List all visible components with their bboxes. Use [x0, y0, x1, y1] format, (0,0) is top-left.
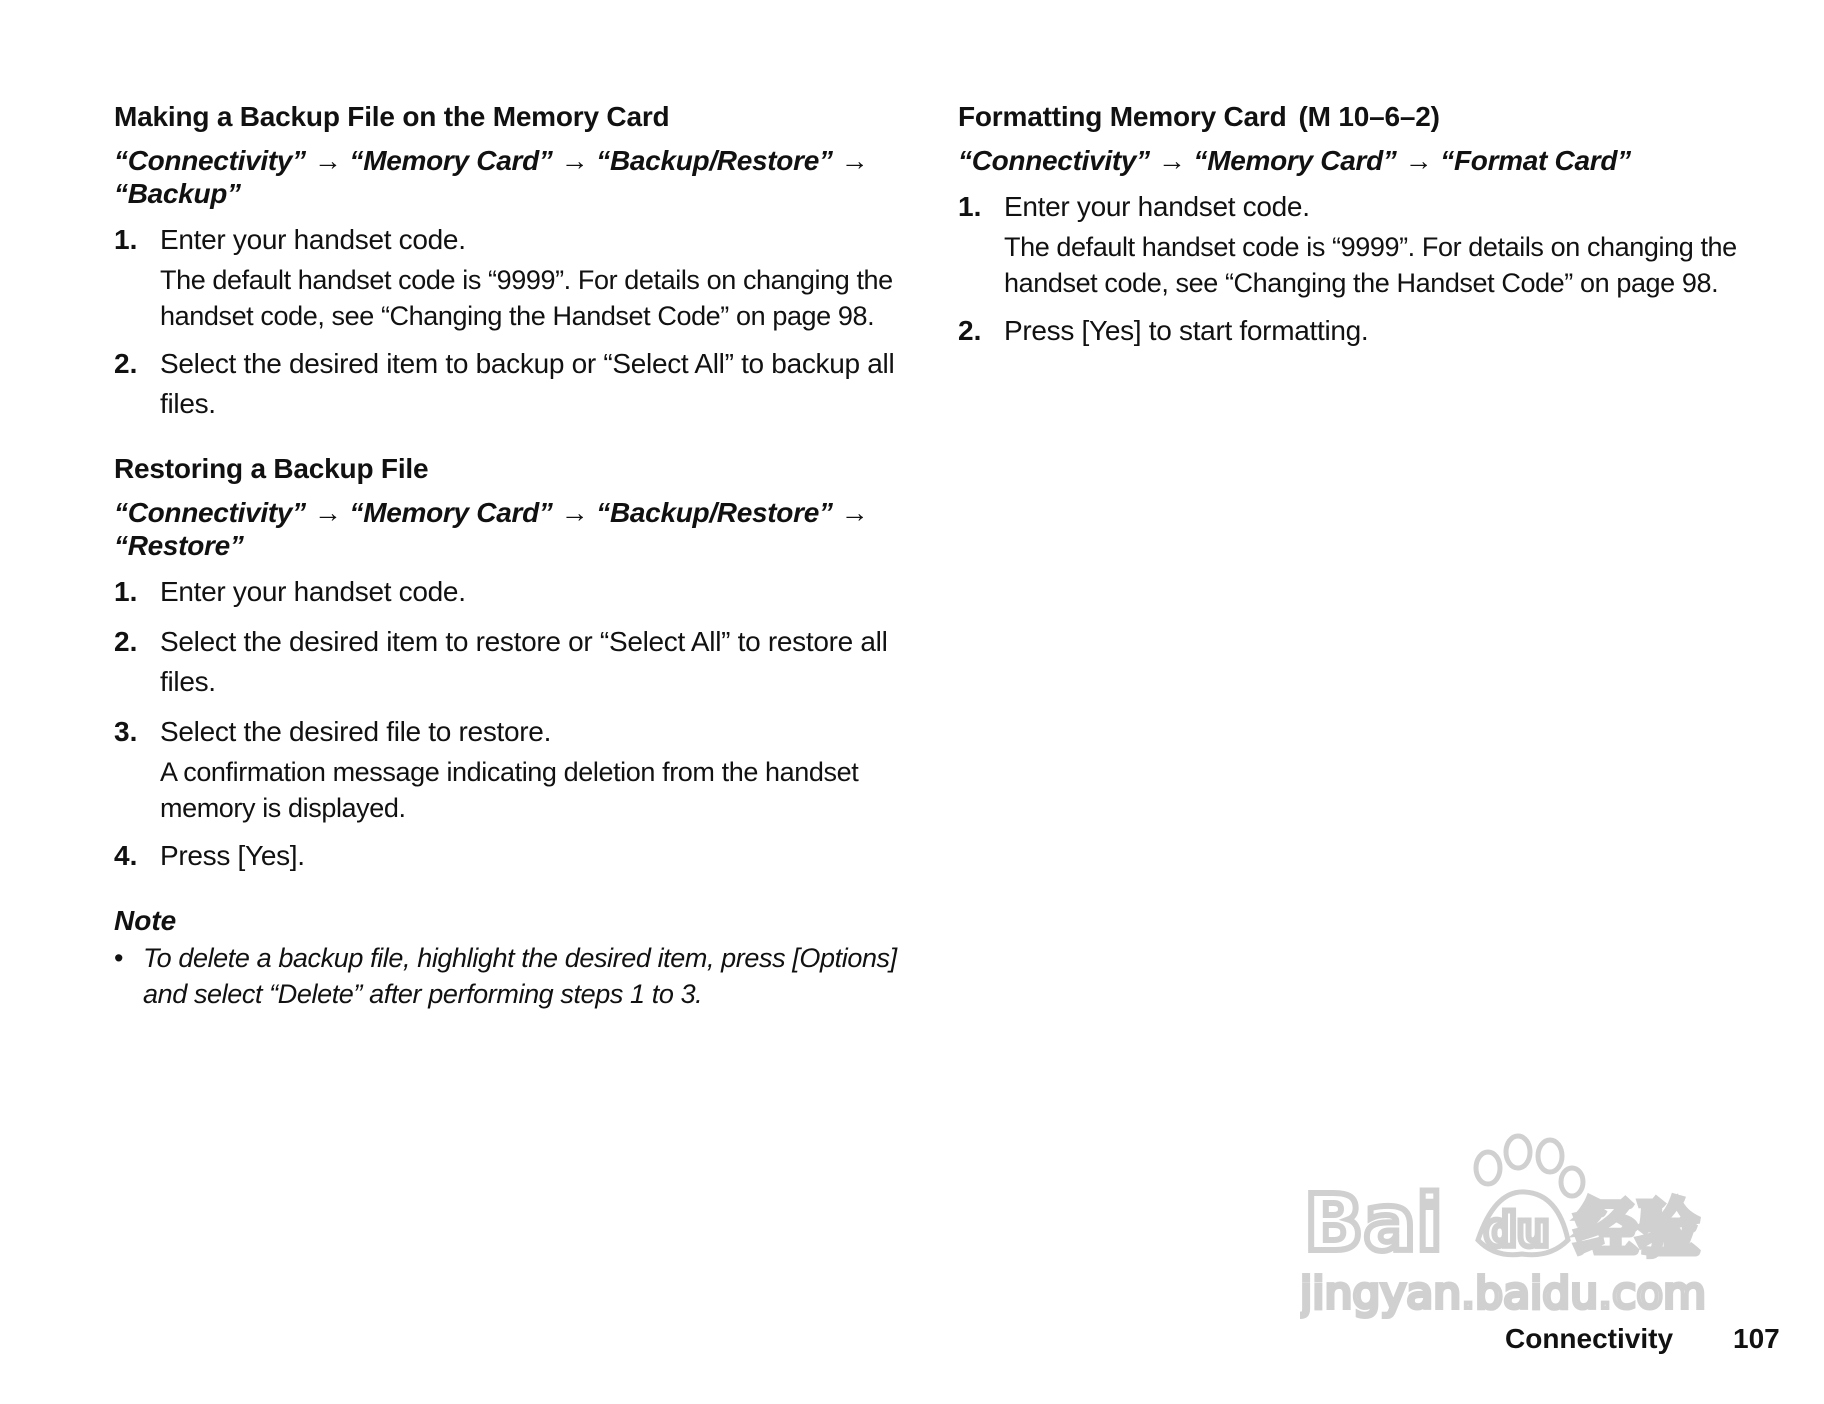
arrow-icon: →: [560, 145, 589, 176]
path-item: “Memory Card”: [349, 145, 553, 176]
arrow-icon: →: [1157, 145, 1186, 176]
step-detail: A confirmation message indicating deletion from the handset memory is displayed.: [160, 757, 859, 823]
backup-menu-path: [114, 144, 899, 210]
step-number: 4.: [114, 840, 138, 871]
arrow-icon: →: [313, 497, 342, 528]
backup-steps: [114, 220, 899, 424]
page-number: 107: [1733, 1323, 1780, 1354]
path-item: “Backup/Restore”: [596, 497, 833, 528]
step-item: [114, 572, 899, 612]
format-heading-title: Formatting Memory Card: [958, 101, 1287, 132]
arrow-icon: →: [840, 145, 869, 176]
path-item: “Connectivity”: [958, 145, 1150, 176]
step-number: 1.: [114, 224, 138, 255]
footer-section-title: Connectivity: [1505, 1323, 1674, 1354]
step-item: [114, 344, 899, 424]
step-text: Enter your handset code.: [1004, 191, 1310, 222]
format-menu-path: [958, 144, 1743, 177]
step-number: 2.: [114, 626, 138, 657]
step-detail: The default handset code is “9999”. For details on changing the handset code, see “Changing the Handset Code” on page 98.: [1004, 232, 1737, 298]
step-item: [114, 220, 899, 334]
svg-text:Bai: Bai: [1304, 1179, 1443, 1269]
format-section: [958, 100, 1743, 351]
arrow-icon: →: [840, 497, 869, 528]
svg-text:du: du: [1484, 1203, 1550, 1257]
step-text: Select the desired item to backup or “Select All” to backup all files.: [160, 348, 895, 419]
note-title: Note: [114, 905, 177, 936]
restore-heading: Restoring a Backup File: [114, 453, 429, 484]
svg-text:经验: 经验: [1575, 1192, 1700, 1265]
step-text: Select the desired item to restore or “Select All” to restore all files.: [160, 626, 888, 697]
backup-heading: Making a Backup File on the Memory Card: [114, 101, 670, 132]
step-item: [114, 622, 899, 702]
step-text: Press [Yes] to start formatting.: [1004, 315, 1369, 346]
step-number: 1.: [958, 191, 982, 222]
path-item: “Backup/Restore”: [596, 145, 833, 176]
restore-section: [114, 452, 899, 876]
path-item: “Connectivity”: [114, 497, 306, 528]
step-number: 3.: [114, 716, 138, 747]
step-text: Enter your handset code.: [160, 224, 466, 255]
step-number: 1.: [114, 576, 138, 607]
step-item: [958, 187, 1743, 301]
step-item: [958, 311, 1743, 351]
step-text: Select the desired file to restore.: [160, 716, 552, 747]
svg-text:jingyan.baidu.com: jingyan.baidu.com: [1300, 1268, 1707, 1319]
note-section: [114, 904, 899, 1012]
baidu-watermark: [1300, 1130, 1740, 1330]
right-column: [958, 100, 1743, 379]
path-item: “Format Card”: [1440, 145, 1631, 176]
left-column: [114, 100, 899, 1040]
arrow-icon: →: [560, 497, 589, 528]
restore-menu-path: [114, 496, 899, 562]
restore-steps: [114, 572, 899, 876]
format-steps: [958, 187, 1743, 351]
backup-section: [114, 100, 899, 424]
path-item: “Memory Card”: [1193, 145, 1397, 176]
step-text: Enter your handset code.: [160, 576, 466, 607]
step-item: [114, 712, 899, 826]
step-number: 2.: [114, 348, 138, 379]
baidu-logo-icon: [1300, 1130, 1740, 1330]
path-item: “Connectivity”: [114, 145, 306, 176]
note-item: [114, 940, 899, 1012]
path-item: “Backup”: [114, 178, 241, 209]
note-text: To delete a backup file, highlight the desired item, press [Options] and select “Delete” after performing steps 1 to 3.: [143, 943, 897, 1009]
path-item: “Memory Card”: [349, 497, 553, 528]
format-heading: [958, 100, 1743, 134]
step-item: [114, 836, 899, 876]
bullet-icon: •: [114, 943, 124, 973]
step-detail: The default handset code is “9999”. For details on changing the handset code, see “Changing the Handset Code” on page 98.: [160, 265, 893, 331]
arrow-icon: →: [313, 145, 342, 176]
path-item: “Restore”: [114, 530, 244, 561]
step-text: Press [Yes].: [160, 840, 305, 871]
menu-code: (M 10–6–2): [1298, 101, 1440, 132]
arrow-icon: →: [1404, 145, 1433, 176]
step-number: 2.: [958, 315, 982, 346]
